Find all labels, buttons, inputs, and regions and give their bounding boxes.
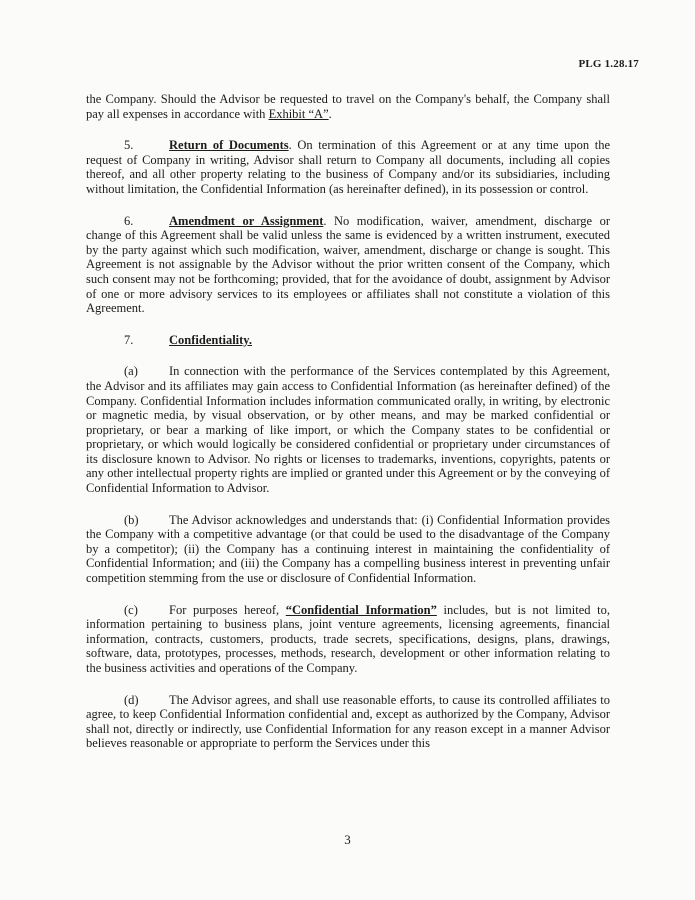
section-7-number: 7. [124,332,134,347]
section-5-text: . On termination of this Agreement or at any time upon the request of Company in writing, Advisor shall return to Company all documents, including all copies thereof, and all other property relating to the business of Company and/or its subsidiaries, including without limitation, the Confidential Information (as hereinafter defined), in its possession or control. [86,138,610,196]
section-7c-pre: For purposes hereof, [169,602,286,617]
section-7a-label: (a) [124,364,138,379]
continuation-text: the Company. Should the Advisor be requested to travel on the Company's behalf, the Company shall pay all expenses in accordance with [86,92,610,121]
section-7b-label: (b) [124,512,139,527]
section-6-paragraph [86,214,610,316]
section-7d-paragraph [86,693,610,751]
section-6-text: . No modification, waiver, amendment, discharge or change of this Agreement shall be valid unless the same is evidenced by a written instrument, executed by the party against which such modification, waiver, amendment, discharge or change is sought. This Agreement is not assignable by the Advisor without the prior written consent of the Company, which such consent may not be forthcoming; provided, that for the avoidance of doubt, assignment by Advisor of one or more advisory services to its employees or affiliates shall not constitute a violation of this Agreement. [86,213,610,316]
section-5-paragraph [86,138,610,196]
continuation-paragraph [86,92,610,121]
section-7c-text: includes, but is not limited to, information pertaining to business plans, joint venture agreements, licensing agreements, financial information, contracts, customers, products, trade secrets, specifications, designs, plans, drawings, software, data, prototypes, processes, methods, research, development or other information relating to the business activities and operations of the Company. [86,602,611,675]
section-7b-paragraph [86,513,610,586]
section-6-number: 6. [124,213,134,228]
section-6-title: Amendment or Assignment [169,213,324,228]
document-body [86,92,610,768]
section-7-heading [124,333,610,348]
continuation-end: . [328,106,332,121]
section-7c-paragraph [86,603,610,676]
section-7c-label: (c) [124,602,138,617]
exhibit-reference: Exhibit “A” [268,106,329,121]
page-number: 3 [344,832,351,847]
section-5-number: 5. [124,138,134,153]
section-7d-label: (d) [124,692,139,707]
confidential-information-term: “Confidential Information” [285,602,437,617]
document-code: PLG 1.28.17 [578,58,639,70]
section-7d-text: The Advisor agrees, and shall use reasonable efforts, to cause its controlled affiliates to agree, to keep Confidential Information confidential and, except as authorized by the Company, Advisor shall not, directly or indirectly, use Confidential Information for any reason except in a manner Advisor believes reasonable or appropriate to perform the Services under this [86,692,610,751]
section-5-title: Return of Documents [169,138,289,153]
section-7b-text: The Advisor acknowledges and understands that: (i) Confidential Information provides the Company with a competitive advantage (or that could be used to the disadvantage of the Company by a competitor); (ii) the Company has a continuing interest in maintaining the confidentiality of Confidential Information; and (iii) the Company has a compelling business interest in preventing unfair competition stemming from the use or disclosure of Confidential Information. [86,512,610,586]
section-7-title: Confidentiality. [169,332,252,347]
section-7a-paragraph [86,364,610,495]
section-7a-text: In connection with the performance of the Services contemplated by this Agreement, the Advisor and its affiliates may gain access to Confidential Information (as hereinafter defined) of the Company. Confidential Information includes information communicated orally, in writing, by electronic or magnetic media, by visual observation, or by other means, and may be marked confidential or proprietary, or bear a marking of like import, or which the Company states to be confidential or proprietary, or which would logically be considered confidential or proprietary under circumstances of its disclosure known to Advisor. No rights or licenses to trademarks, inventions, copyrights, patents or any other intellectual property rights are implied or granted under this Agreement or by the conveying of Confidential Information to Advisor. [86,364,610,496]
